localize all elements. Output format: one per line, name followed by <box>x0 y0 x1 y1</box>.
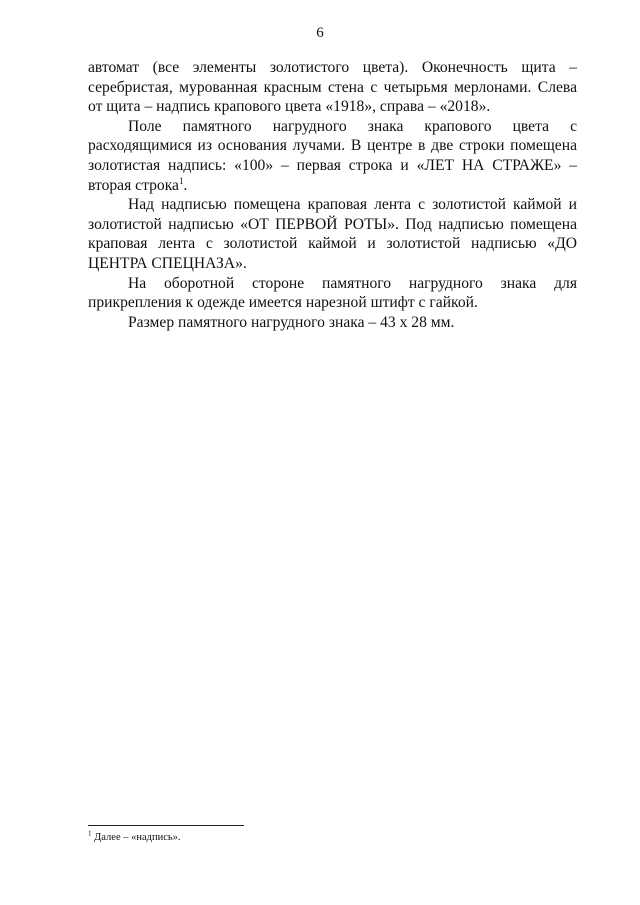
footnote-marker: 1 <box>88 829 92 838</box>
footnote-text: Далее – «надпись». <box>91 832 181 843</box>
paragraph-ribbon-description: Над надписью помещена краповая лента с золотистой каймой и золотистой надписью «ОТ ПЕРВОЙ РОТЫ». Под надписью помещена краповая лента с золотистой каймой и золотистой надписью «ДО ЦЕНТРА СПЕЦНАЗА». <box>88 196 577 272</box>
paragraph-tail: . <box>183 176 188 194</box>
paragraph-text: Поле памятного нагрудного знака крапового цвета с расходящимися из основания лучами. В центре в две строки помещена золотистая надпись: «100» – первая строка и «ЛЕТ НА СТРАЖЕ» – вторая строка <box>88 117 577 194</box>
footnote <box>88 831 181 845</box>
paragraph-field-description <box>88 117 577 195</box>
document-body <box>88 58 577 332</box>
footnote-reference: 1 <box>178 175 184 186</box>
paragraph-size: Размер памятного нагрудного знака – 43 х 28 мм. <box>128 313 455 331</box>
paragraph-shield-description: автомат (все элементы золотистого цвета). Оконечность щита – серебристая, мурованная красным стена с четырьмя мерлонами. Слева от щита – надпись крапового цвета «1918», справа – «2018». <box>88 59 577 116</box>
footnote-divider <box>88 825 244 826</box>
page-number: 6 <box>316 25 324 41</box>
paragraph-reverse-side: На оборотной стороне памятного нагрудного знака для прикрепления к одежде имеется нарезной штифт с гайкой. <box>88 274 577 312</box>
